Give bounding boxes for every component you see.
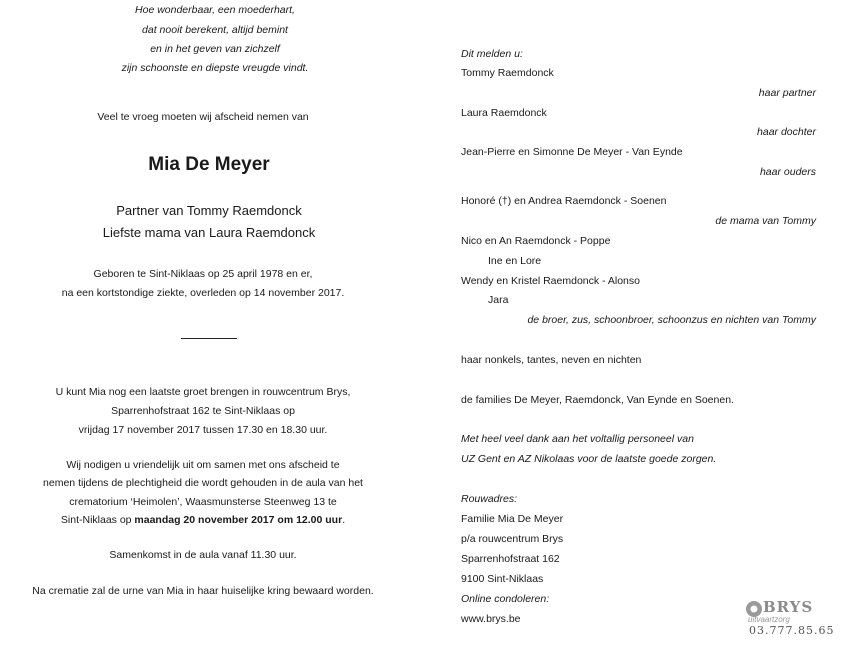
ceremony-line-1: Wij nodigen u vriendelijk uit om samen met ons afscheid te [66,459,340,471]
address-line-3: Sparrenhofstraat 162 [461,553,560,565]
ceremony-line-4 [0,514,418,526]
announce-label: Dit melden u: [461,48,523,60]
family-nico: Nico en An Raemdonck - Poppe [461,235,611,247]
ceremony-date: maandag 20 november 2017 om 12.00 uur [134,514,343,526]
ceremony-line-2: nemen tijdens de plechtigheid die wordt gehouden in de aula van het [43,477,363,489]
family-ine: Ine en Lore [488,255,542,267]
visit-line-2: Sparrenhofstraat 162 te Sint-Niklaas op [111,405,295,417]
online-label: Online condoleren: [461,593,550,605]
address-line-2: p/a rouwcentrum Brys [461,533,564,545]
ceremony-line-3: crematorium ‘Heimolen’, Waasmunsterse Steenweg 13 te [69,496,337,508]
family-honore-role: de mama van Tommy [715,215,816,227]
poem-line-4: zijn schoonste en diepste vreugde vindt. [121,62,309,74]
mama-line: Liefste mama van Laura Raemdonck [102,225,316,240]
family-siblings-role: de broer, zus, schoonbroer, schoonzus en nichten van Tommy [527,314,816,326]
website-link[interactable]: www.brys.be [461,613,521,625]
family-families: de families De Meyer, Raemdonck, Van Eynde en Soenen. [461,394,734,406]
thanks-line-2: UZ Gent en AZ Nikolaas voor de laatste goede zorgen. [461,453,717,465]
ceremony-suffix: . [342,514,346,526]
poem-line-2: dat nooit berekent, altijd bemint [142,24,288,36]
thanks-line-1: Met heel veel dank aan het voltallig personeel van [461,433,694,445]
birth-line-1: Geboren te Sint-Niklaas op 25 april 1978 en er, [93,268,313,280]
divider-line [181,338,237,339]
family-wendy: Wendy en Kristel Raemdonck - Alonso [461,275,640,287]
deceased-name: Mia De Meyer [148,154,270,175]
family-parents: Jean-Pierre en Simonne De Meyer - Van Eynde [461,146,683,158]
brys-logo [745,598,837,640]
partner-line: Partner van Tommy Raemdonck [116,203,302,218]
address-line-1: Familie Mia De Meyer [461,513,564,525]
logo-phone: 03.777.85.65 [749,624,835,637]
family-parents-role: haar ouders [759,166,816,178]
family-nephews: haar nonkels, tantes, neven en nichten [461,354,642,366]
birth-line-2: na een kortstondige ziekte, overleden op 14 november 2017. [61,287,345,299]
poem-line-1: Hoe wonderbaar, een moederhart, [135,4,295,16]
visit-line-3: vrijdag 17 november 2017 tussen 17.30 en 18.30 uur. [78,424,328,436]
family-tommy-role: haar partner [758,87,816,99]
family-jara: Jara [488,294,509,306]
intro-text: Veel te vroeg moeten wij afscheid nemen van [97,111,309,123]
family-laura: Laura Raemdonck [461,107,547,119]
ceremony-prefix: Sint-Niklaas op [60,514,135,526]
family-laura-role: haar dochter [757,126,816,138]
family-tommy: Tommy Raemdonck [461,67,554,79]
urn-line: Na crematie zal de urne van Mia in haar huiselijke kring bewaard worden. [32,585,374,597]
address-label: Rouwadres: [461,493,518,505]
logo-name: BRYS [763,598,814,616]
visit-line-1: U kunt Mia nog een laatste groet brengen in rouwcentrum Brys, [55,386,351,398]
logo-sub: uitvaartzorg [748,615,790,624]
poem-line-3: en in het geven van zichzelf [150,43,280,55]
family-honore: Honoré (†) en Andrea Raemdonck - Soenen [461,195,667,207]
gathering-line: Samenkomst in de aula vanaf 11.30 uur. [109,549,297,561]
address-line-4: 9100 Sint-Niklaas [461,573,544,585]
